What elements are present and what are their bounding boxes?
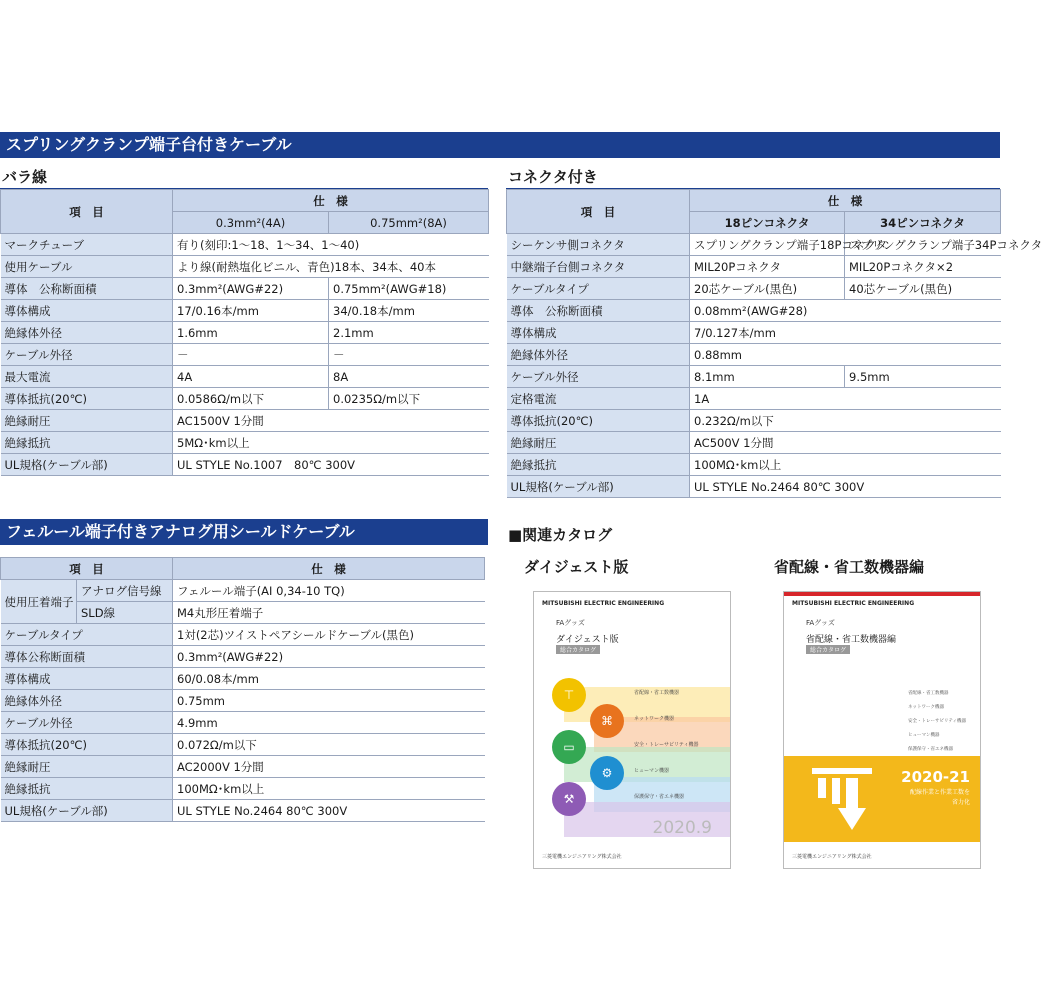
hex-icon-human: ⚙ xyxy=(590,756,624,790)
header-col2: 34ピンコネクタ xyxy=(845,212,1001,234)
row-label: 絶縁耐圧 xyxy=(507,432,690,454)
row-value-col2: 2.1mm xyxy=(329,322,489,344)
ferrule-spec-table xyxy=(0,557,485,822)
row-value: 0.072Ω/m以下 xyxy=(173,734,485,756)
table-row xyxy=(507,300,1001,322)
hex-icon-maintenance: ⚒ xyxy=(552,782,586,816)
row-value-col1: 1.6mm xyxy=(173,322,329,344)
row-label: 導体 公称断面積 xyxy=(507,300,690,322)
table-row xyxy=(1,690,485,712)
row-label: 定格電流 xyxy=(507,388,690,410)
table-row xyxy=(1,256,489,278)
catalog-cover-wiring[interactable] xyxy=(783,591,981,869)
row-value-col1: 0.0586Ω/m以下 xyxy=(173,388,329,410)
table-row xyxy=(507,234,1001,256)
row-label: 導体構成 xyxy=(1,300,173,322)
table-row xyxy=(1,646,485,668)
catalog-cover-digest[interactable] xyxy=(533,591,731,869)
table-row xyxy=(1,624,485,646)
section-banner-ferrule: フェルール端子付きアナログ用シールドケーブル xyxy=(0,519,488,545)
header-col1: 0.3mm²(4A) xyxy=(173,212,329,234)
hex-icon-wiring: ⊤ xyxy=(552,678,586,712)
row-value: UL STYLE No.2464 80℃ 300V xyxy=(690,476,1001,498)
row-label: 使用ケーブル xyxy=(1,256,173,278)
row-label: マークチューブ xyxy=(1,234,173,256)
section-banner-spring-clamp: スプリングクランプ端子台付きケーブル xyxy=(0,132,1000,158)
bara-spec-table xyxy=(0,189,489,476)
row-value-sld: M4丸形圧着端子 xyxy=(173,602,485,624)
header-item: 項 目 xyxy=(507,190,690,234)
row-label: 絶縁抵抗 xyxy=(507,454,690,476)
row-label: 導体構成 xyxy=(507,322,690,344)
row-value: 100MΩ･km以上 xyxy=(173,778,485,800)
row-value-analog: フェルール端子(AI 0,34-10 TQ) xyxy=(173,580,485,602)
row-label: 導体 公称断面積 xyxy=(1,278,173,300)
catalog-book1-title: ダイジェスト版 xyxy=(524,558,629,576)
cover-label-4: ヒューマン機器 xyxy=(634,768,670,774)
row-value-col2: 0.75mm²(AWG#18) xyxy=(329,278,489,300)
cover-maker: MITSUBISHI ELECTRIC ENGINEERING xyxy=(542,600,665,607)
hex-icon-network: ⌘ xyxy=(590,704,624,738)
row-value: AC2000V 1分間 xyxy=(173,756,485,778)
table-row xyxy=(507,344,1001,366)
row-value: UL STYLE No.1007 80℃ 300V xyxy=(173,454,489,476)
row-value-col1: － xyxy=(173,344,329,366)
row-label: UL規格(ケーブル部) xyxy=(1,800,173,822)
row-value-col1: スプリングクランプ端子18Pコネクタ xyxy=(690,234,845,256)
table-row xyxy=(507,278,1001,300)
row-label: ケーブル外径 xyxy=(1,344,173,366)
row-label: 導体公称断面積 xyxy=(1,646,173,668)
row-label: 中継端子台側コネクタ xyxy=(507,256,690,278)
header-spec: 仕 様 xyxy=(173,558,485,580)
row-value: AC1500V 1分間 xyxy=(173,410,489,432)
row-value: 5MΩ･km以上 xyxy=(173,432,489,454)
row-label: シーケンサ側コネクタ xyxy=(507,234,690,256)
row-sublabel-sld: SLD線 xyxy=(77,602,173,624)
row-label: UL規格(ケーブル部) xyxy=(1,454,173,476)
row-label: 導体抵抗(20℃) xyxy=(1,734,173,756)
row-value: 7/0.127本/mm xyxy=(690,322,1001,344)
cover-wiring-arrow-icon xyxy=(812,768,882,838)
bara-heading: バラ線 xyxy=(2,168,48,186)
row-label: 導体構成 xyxy=(1,668,173,690)
cover-footer: 三菱電機エンジニアリング株式会社 xyxy=(542,854,622,860)
table-row xyxy=(1,300,489,322)
cover-tagline-2: 省力化 xyxy=(951,799,970,806)
row-value-col2: 0.0235Ω/m以下 xyxy=(329,388,489,410)
row-value: 有り(刻印:1～18、1～34、1～40) xyxy=(173,234,489,256)
row-label: ケーブル外径 xyxy=(507,366,690,388)
table-row xyxy=(1,756,485,778)
catalog-book2-title: 省配線・省工数機器編 xyxy=(774,558,925,576)
row-value: 1A xyxy=(690,388,1001,410)
row-value-col1: 20芯ケーブル(黒色) xyxy=(690,278,845,300)
cover-maker: MITSUBISHI ELECTRIC ENGINEERING xyxy=(792,600,915,607)
row-label-crimp-terminal: 使用圧着端子 xyxy=(1,580,77,624)
row-label: ケーブルタイプ xyxy=(1,624,173,646)
table-row xyxy=(1,454,489,476)
row-value: 100MΩ･km以上 xyxy=(690,454,1001,476)
row-value: より線(耐熱塩化ビニル、青色)18本、34本、40本 xyxy=(173,256,489,278)
table-row xyxy=(1,668,485,690)
row-value: 1対(2芯)ツイストペアシールドケーブル(黒色) xyxy=(173,624,485,646)
table-row xyxy=(1,800,485,822)
cover-list-1: 省配線・省工数機器 xyxy=(908,691,949,696)
conn-heading: コネクタ付き xyxy=(508,168,598,186)
catalog-heading: ■関連カタログ xyxy=(508,526,613,544)
table-row xyxy=(1,410,489,432)
cover-list-5: 保護保守・省エネ機器 xyxy=(908,747,953,752)
row-value: 0.232Ω/m以下 xyxy=(690,410,1001,432)
row-value: 0.75mm xyxy=(173,690,485,712)
table-row xyxy=(1,366,489,388)
table-row xyxy=(1,322,489,344)
row-value-col1: 8.1mm xyxy=(690,366,845,388)
row-value: 4.9mm xyxy=(173,712,485,734)
cover-footer: 三菱電機エンジニアリング株式会社 xyxy=(792,854,872,860)
cover-tagline-1: 配線作業と作業工数を xyxy=(909,789,970,796)
table-row xyxy=(507,454,1001,476)
table-row xyxy=(1,234,489,256)
row-value: 0.88mm xyxy=(690,344,1001,366)
table-row xyxy=(507,476,1001,498)
row-value-col2: － xyxy=(329,344,489,366)
row-label: 絶縁抵抗 xyxy=(1,432,173,454)
cover-label-3: 安全・トレーサビリティ機器 xyxy=(634,742,699,748)
table-row xyxy=(1,278,489,300)
conn-spec-table xyxy=(506,189,1042,498)
row-value-col1: 17/0.16本/mm xyxy=(173,300,329,322)
row-label: 絶縁耐圧 xyxy=(1,756,173,778)
cover-list-2: ネットワーク機器 xyxy=(908,705,944,710)
table-row xyxy=(1,778,485,800)
cover-year: 2020.9 xyxy=(652,818,712,838)
table-row xyxy=(1,734,485,756)
cover-year: 2020-21 xyxy=(901,768,970,786)
cover-series: FAグッズ xyxy=(556,619,585,627)
header-col2: 0.75mm²(8A) xyxy=(329,212,489,234)
row-value-col2: 34/0.18本/mm xyxy=(329,300,489,322)
row-value: UL STYLE No.2464 80℃ 300V xyxy=(173,800,485,822)
cover-series: FAグッズ xyxy=(806,619,835,627)
table-row xyxy=(507,256,1001,278)
table-row xyxy=(1,388,489,410)
row-label: ケーブルタイプ xyxy=(507,278,690,300)
row-value-col2: MIL20Pコネクタ×2 xyxy=(845,256,1001,278)
row-value-col2: 9.5mm xyxy=(845,366,1001,388)
row-label: 絶縁体外径 xyxy=(1,322,173,344)
row-value: 0.08mm²(AWG#28) xyxy=(690,300,1001,322)
row-value-col2: スプリングクランプ端子34Pコネクタ xyxy=(845,234,1001,256)
table-row xyxy=(507,366,1001,388)
cover-title: 省配線・省工数機器編 xyxy=(806,635,897,645)
header-spec: 仕 様 xyxy=(173,190,489,212)
row-label: 絶縁体外径 xyxy=(507,344,690,366)
row-value: 0.3mm²(AWG#22) xyxy=(173,646,485,668)
table-row xyxy=(507,410,1001,432)
table-row xyxy=(1,344,489,366)
row-label: UL規格(ケーブル部) xyxy=(507,476,690,498)
row-label: 導体抵抗(20℃) xyxy=(507,410,690,432)
table-row xyxy=(507,432,1001,454)
header-col1: 18ピンコネクタ xyxy=(690,212,845,234)
cover-label-1: 省配線・省工数機器 xyxy=(634,690,680,696)
cover-red-band xyxy=(784,592,980,596)
header-spec: 仕 様 xyxy=(690,190,1001,212)
table-row xyxy=(1,712,485,734)
row-value-col1: 4A xyxy=(173,366,329,388)
cover-list-4: ヒューマン機器 xyxy=(908,733,940,738)
hex-icon-safety: ▭ xyxy=(552,730,586,764)
row-value-col1: 0.3mm²(AWG#22) xyxy=(173,278,329,300)
cover-title: ダイジェスト版 xyxy=(556,635,619,645)
row-label: 最大電流 xyxy=(1,366,173,388)
cover-list-3: 安全・トレーサビリティ機器 xyxy=(908,719,967,724)
row-label: 絶縁耐圧 xyxy=(1,410,173,432)
table-row xyxy=(1,432,489,454)
table-row xyxy=(507,388,1001,410)
row-value: 60/0.08本/mm xyxy=(173,668,485,690)
row-label: ケーブル外径 xyxy=(1,712,173,734)
cover-label-2: ネットワーク機器 xyxy=(634,716,675,722)
cover-yellow-band xyxy=(784,756,980,842)
cover-label-5: 保護保守・省エネ機器 xyxy=(634,794,685,800)
row-label: 絶縁抵抗 xyxy=(1,778,173,800)
header-item: 項 目 xyxy=(1,190,173,234)
header-item: 項 目 xyxy=(1,558,173,580)
cover-subtitle: 総合カタログ xyxy=(806,645,850,654)
table-row xyxy=(507,322,1001,344)
row-value-col1: MIL20Pコネクタ xyxy=(690,256,845,278)
row-sublabel-analog: アナログ信号線 xyxy=(77,580,173,602)
cover-subtitle: 総合カタログ xyxy=(556,645,600,654)
row-label: 導体抵抗(20℃) xyxy=(1,388,173,410)
row-label: 絶縁体外径 xyxy=(1,690,173,712)
row-value: AC500V 1分間 xyxy=(690,432,1001,454)
row-value-col2: 40芯ケーブル(黒色) xyxy=(845,278,1001,300)
row-value-col2: 8A xyxy=(329,366,489,388)
